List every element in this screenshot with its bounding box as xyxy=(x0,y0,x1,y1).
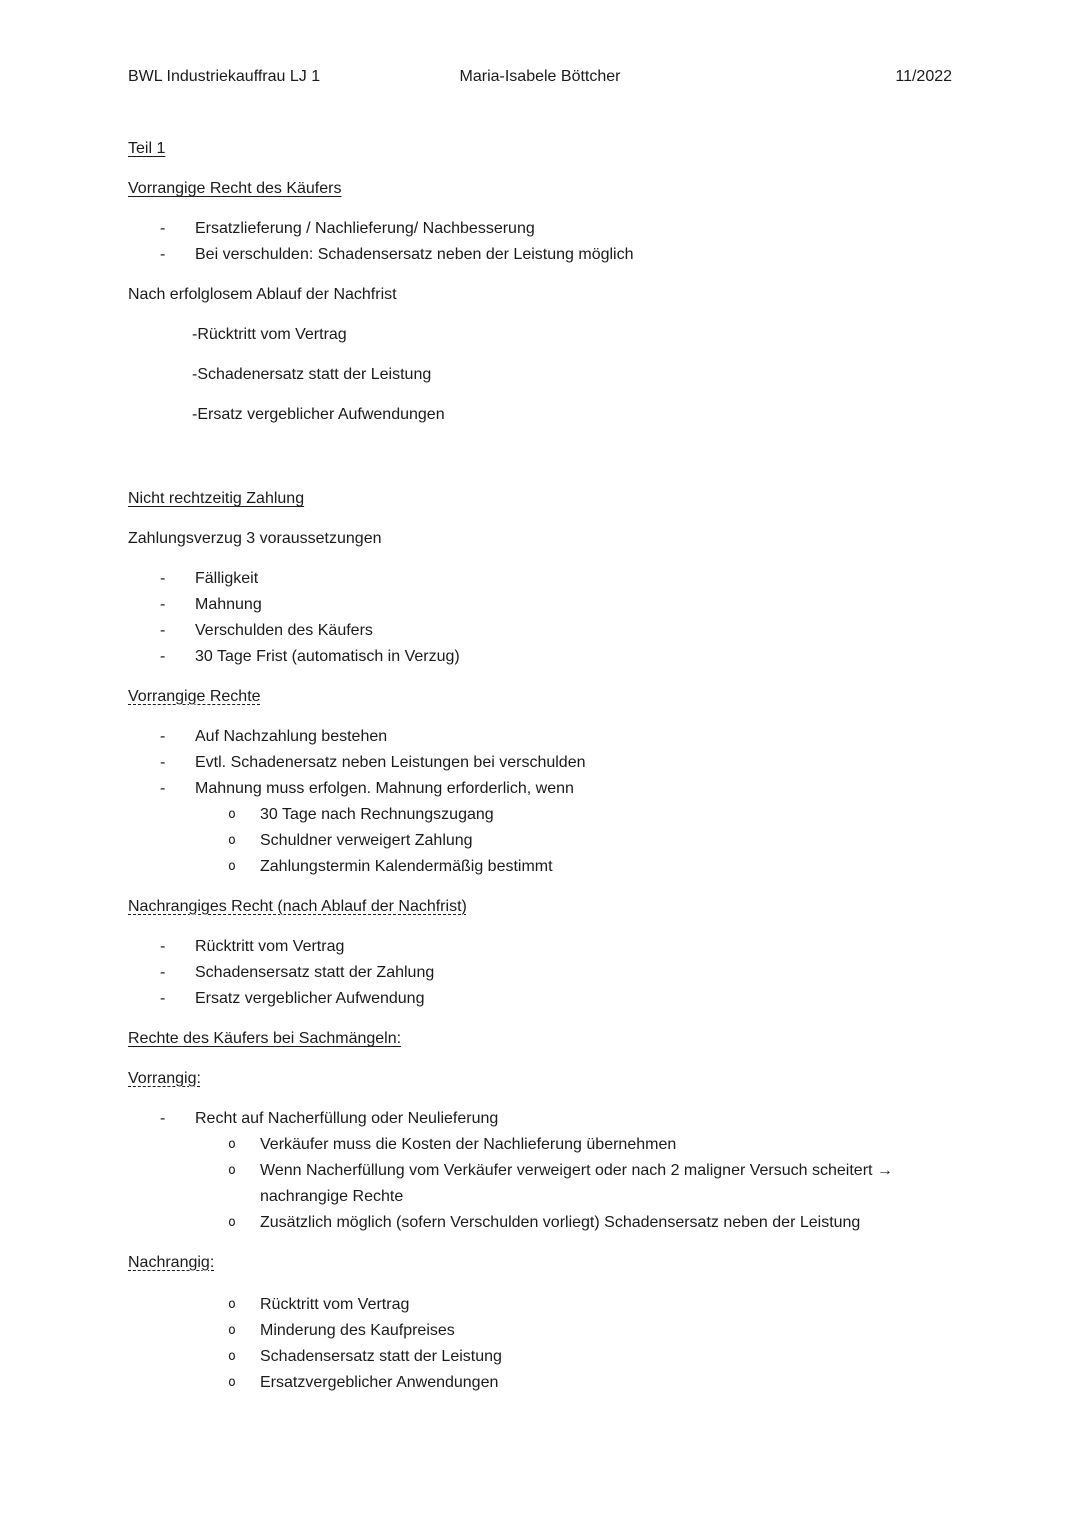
circle-marker: o xyxy=(228,807,236,822)
nachfrist-item: -Rücktritt vom Vertrag xyxy=(192,326,347,343)
dash-marker: - xyxy=(160,728,166,745)
circle-marker: o xyxy=(228,1375,236,1390)
circle-marker: o xyxy=(228,1323,236,1338)
circle-marker: o xyxy=(228,1297,236,1312)
circle-marker: o xyxy=(228,859,236,874)
dash-marker: - xyxy=(160,964,166,981)
list-item xyxy=(160,644,970,670)
list-item-text: Minderung des Kaufpreises xyxy=(260,1322,455,1339)
circle-marker: o xyxy=(228,1215,236,1230)
zahlungsverzug-intro: Zahlungsverzug 3 voraussetzungen xyxy=(128,530,382,547)
section-vorrangig xyxy=(128,1066,970,1092)
list-item-text: 30 Tage nach Rechnungszugang xyxy=(260,806,494,823)
heading-vorrangig: Vorrangig: xyxy=(128,1070,201,1087)
list-item-text: Ersatz vergeblicher Aufwendung xyxy=(195,990,425,1007)
list-item-text: Zusätzlich möglich (sofern Verschulden vorliegt) Schadensersatz neben der Leistung xyxy=(260,1214,861,1231)
circle-marker: o xyxy=(228,1349,236,1364)
list-item-text: Ersatzlieferung / Nachlieferung/ Nachbesserung xyxy=(195,220,535,237)
header-course-title: BWL Industriekauffrau LJ 1 xyxy=(128,68,321,85)
list-item xyxy=(160,216,970,242)
section-buyer-rights xyxy=(128,176,970,202)
document-header xyxy=(128,64,970,90)
circle-marker: o xyxy=(228,1163,236,1178)
list-item-text: Zahlungstermin Kalendermäßig bestimmt xyxy=(260,858,553,875)
section-teil-1 xyxy=(128,136,970,162)
section-sachmaengel xyxy=(128,1026,970,1052)
dash-marker: - xyxy=(160,596,166,613)
list-item-text: 30 Tage Frist (automatisch in Verzug) xyxy=(195,648,460,665)
list-item xyxy=(160,776,970,802)
list-item-text: Verschulden des Käufers xyxy=(195,622,373,639)
heading-nachrangig: Nachrangig: xyxy=(128,1254,215,1271)
circle-marker: o xyxy=(228,833,236,848)
section-nachrangig xyxy=(128,1250,970,1276)
heading-teil-1: Teil 1 xyxy=(128,140,166,157)
list-item xyxy=(160,960,970,986)
buyer-rights-list xyxy=(128,216,970,268)
list-item xyxy=(228,854,970,880)
header-author-name: Maria-Isabele Böttcher xyxy=(459,68,621,85)
heading-vorrangige-rechte: Vorrangige Rechte xyxy=(128,688,261,705)
list-item-text: Auf Nachzahlung bestehen xyxy=(195,728,388,745)
dash-marker: - xyxy=(160,220,166,237)
list-item-text: Mahnung xyxy=(195,596,262,613)
list-item xyxy=(228,1210,970,1236)
list-item xyxy=(228,1132,970,1158)
list-item-text: Schuldner verweigert Zahlung xyxy=(260,832,473,849)
list-item xyxy=(228,1158,970,1210)
dash-marker: - xyxy=(160,570,166,587)
nachfrist-intro: Nach erfolglosem Ablauf der Nachfrist xyxy=(128,286,397,303)
list-item-text: Verkäufer muss die Kosten der Nachlieferung übernehmen xyxy=(260,1136,677,1153)
list-item-text: Recht auf Nacherfüllung oder Neulieferung xyxy=(195,1110,499,1127)
vorrangige-rechte-list xyxy=(128,724,970,802)
list-item xyxy=(160,750,970,776)
list-item xyxy=(228,828,970,854)
zahlungsverzug-list xyxy=(128,566,970,670)
list-item-text: Bei verschulden: Schadensersatz neben der Leistung möglich xyxy=(195,246,634,263)
list-item xyxy=(228,802,970,828)
list-item xyxy=(160,724,970,750)
list-item xyxy=(160,1106,970,1132)
dash-marker: - xyxy=(160,938,166,955)
dash-marker: - xyxy=(160,648,166,665)
nachrangig-list xyxy=(128,1292,970,1396)
list-item xyxy=(228,1370,970,1396)
list-item-text: Fälligkeit xyxy=(195,570,259,587)
dash-marker: - xyxy=(160,622,166,639)
nachfrist-item: -Ersatz vergeblicher Aufwendungen xyxy=(192,406,445,423)
dash-marker: - xyxy=(160,754,166,771)
list-item xyxy=(228,1318,970,1344)
list-item-text: Schadensersatz statt der Zahlung xyxy=(195,964,435,981)
circle-marker: o xyxy=(228,1137,236,1152)
list-item xyxy=(160,618,970,644)
list-item xyxy=(160,592,970,618)
list-item-text: Mahnung muss erfolgen. Mahnung erforderlich, wenn xyxy=(195,780,574,797)
section-nachrangiges-recht xyxy=(128,894,970,920)
nachfrist-item: -Schadenersatz statt der Leistung xyxy=(192,366,432,383)
dash-marker: - xyxy=(160,1110,166,1127)
list-item-text: Schadensersatz statt der Leistung xyxy=(260,1348,502,1365)
dash-marker: - xyxy=(160,990,166,1007)
dash-marker: - xyxy=(160,246,166,263)
section-late-payment xyxy=(128,486,970,512)
heading-nachrangiges-recht: Nachrangiges Recht (nach Ablauf der Nachfrist) xyxy=(128,898,467,915)
list-item-text: Ersatzvergeblicher Anwendungen xyxy=(260,1374,499,1391)
list-item xyxy=(160,934,970,960)
dash-marker: - xyxy=(160,780,166,797)
heading-nicht-rechtzeitig-zahlung: Nicht rechtzeitig Zahlung xyxy=(128,490,305,507)
list-item xyxy=(160,566,970,592)
list-item xyxy=(228,1344,970,1370)
list-item-text: Rücktritt vom Vertrag xyxy=(260,1296,410,1313)
mahnung-sub-list xyxy=(128,802,970,880)
vorrangig-sub-list xyxy=(128,1132,970,1236)
vorrangig-list xyxy=(128,1106,970,1132)
header-date: 11/2022 xyxy=(895,68,953,85)
heading-vorrangige-recht-des-kaeufers: Vorrangige Recht des Käufers xyxy=(128,180,342,197)
list-item-text: Evtl. Schadenersatz neben Leistungen bei verschulden xyxy=(195,754,586,771)
section-vorrangige-rechte xyxy=(128,684,970,710)
list-item-text: Rücktritt vom Vertrag xyxy=(195,938,345,955)
heading-rechte-sachmaengeln: Rechte des Käufers bei Sachmängeln: xyxy=(128,1030,402,1047)
list-item-text: Wenn Nacherfüllung vom Verkäufer verweigert oder nach 2 maligner Versuch scheitert → nachrangige Rechte xyxy=(260,1162,893,1205)
nachrangiges-recht-list xyxy=(128,934,970,1012)
list-item xyxy=(228,1292,970,1318)
list-item xyxy=(160,242,970,268)
list-item xyxy=(160,986,970,1012)
